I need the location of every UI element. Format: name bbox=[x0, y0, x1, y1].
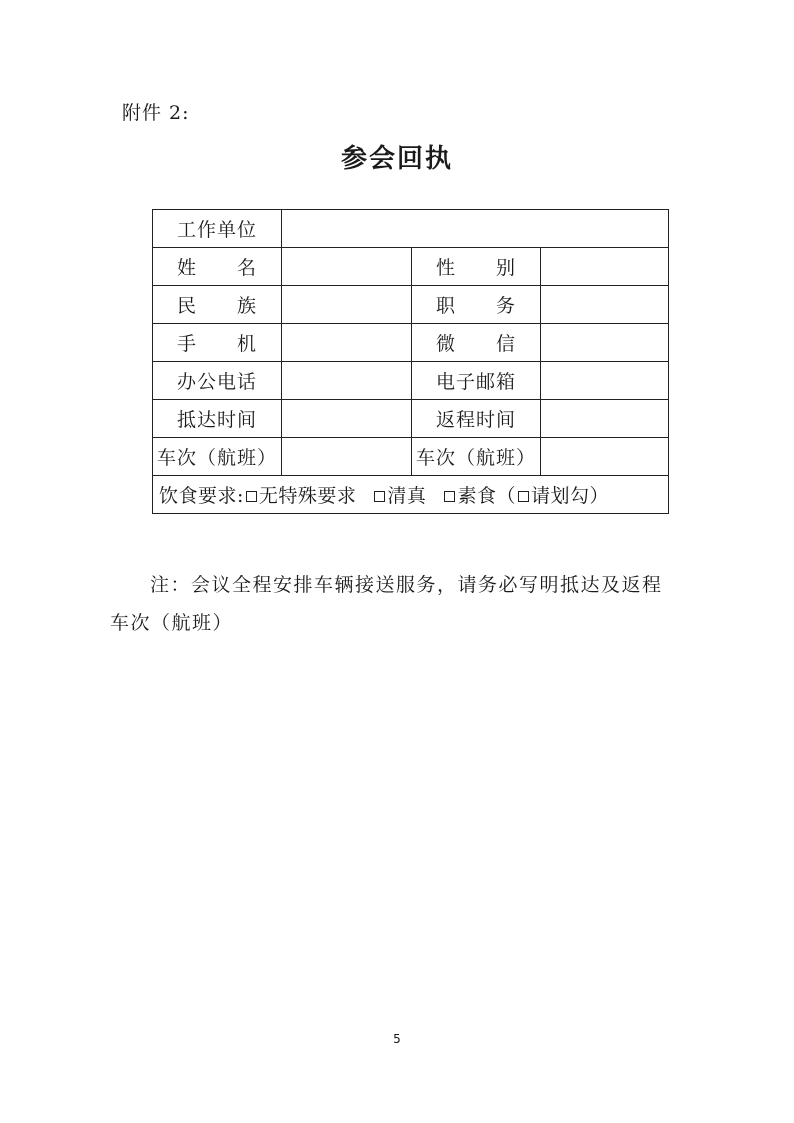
table-row bbox=[153, 286, 669, 324]
mobile-label: 手 机 bbox=[153, 324, 282, 362]
table-row bbox=[153, 400, 669, 438]
return-time-field[interactable] bbox=[541, 400, 669, 438]
arrival-time-field[interactable] bbox=[282, 400, 412, 438]
diet-option-vegetarian: 素食（ bbox=[457, 485, 516, 507]
table-row bbox=[153, 210, 669, 248]
diet-tick-instruction: 请划勾） bbox=[530, 485, 609, 507]
return-train-flight-label: 车次（航班） bbox=[412, 438, 541, 476]
diet-requirement-row bbox=[153, 476, 669, 514]
work-unit-label: 工作单位 bbox=[153, 210, 282, 248]
wechat-field[interactable] bbox=[541, 324, 669, 362]
table-row bbox=[153, 248, 669, 286]
tick-hint-box-icon bbox=[518, 491, 529, 502]
annex-label: 附件 2: bbox=[122, 102, 190, 124]
page-title: 参会回执 bbox=[340, 144, 453, 174]
gender-label: 性 别 bbox=[412, 248, 541, 286]
email-field[interactable] bbox=[541, 362, 669, 400]
gender-field[interactable] bbox=[541, 248, 669, 286]
office-phone-label: 办公电话 bbox=[153, 362, 282, 400]
table-row bbox=[153, 362, 669, 400]
return-time-label: 返程时间 bbox=[412, 400, 541, 438]
table-row bbox=[153, 438, 669, 476]
name-field[interactable] bbox=[282, 248, 412, 286]
vegetarian-checkbox[interactable] bbox=[444, 491, 455, 502]
position-label: 职 务 bbox=[412, 286, 541, 324]
table-row bbox=[153, 324, 669, 362]
page-number: 5 bbox=[393, 1032, 401, 1046]
diet-option-halal: 清真 bbox=[387, 485, 427, 507]
email-label: 电子邮箱 bbox=[412, 362, 541, 400]
ethnicity-field[interactable] bbox=[282, 286, 412, 324]
work-unit-field[interactable] bbox=[282, 210, 669, 248]
halal-checkbox[interactable] bbox=[374, 491, 385, 502]
mobile-field[interactable] bbox=[282, 324, 412, 362]
name-label: 姓 名 bbox=[153, 248, 282, 286]
arrival-train-flight-field[interactable] bbox=[282, 438, 412, 476]
diet-label: 饮食要求: bbox=[159, 485, 244, 507]
arrival-time-label: 抵达时间 bbox=[153, 400, 282, 438]
position-field[interactable] bbox=[541, 286, 669, 324]
note-text: 注：会议全程安排车辆接送服务，请务必写明抵达及返程车次（航班） bbox=[110, 574, 663, 634]
no-special-checkbox[interactable] bbox=[246, 491, 257, 502]
diet-option-no-special: 无特殊要求 bbox=[258, 485, 357, 507]
table-row bbox=[153, 476, 669, 514]
ethnicity-label: 民 族 bbox=[153, 286, 282, 324]
registration-form-table bbox=[152, 209, 669, 514]
wechat-label: 微 信 bbox=[412, 324, 541, 362]
office-phone-field[interactable] bbox=[282, 362, 412, 400]
arrival-train-flight-label: 车次（航班） bbox=[153, 438, 282, 476]
return-train-flight-field[interactable] bbox=[541, 438, 669, 476]
